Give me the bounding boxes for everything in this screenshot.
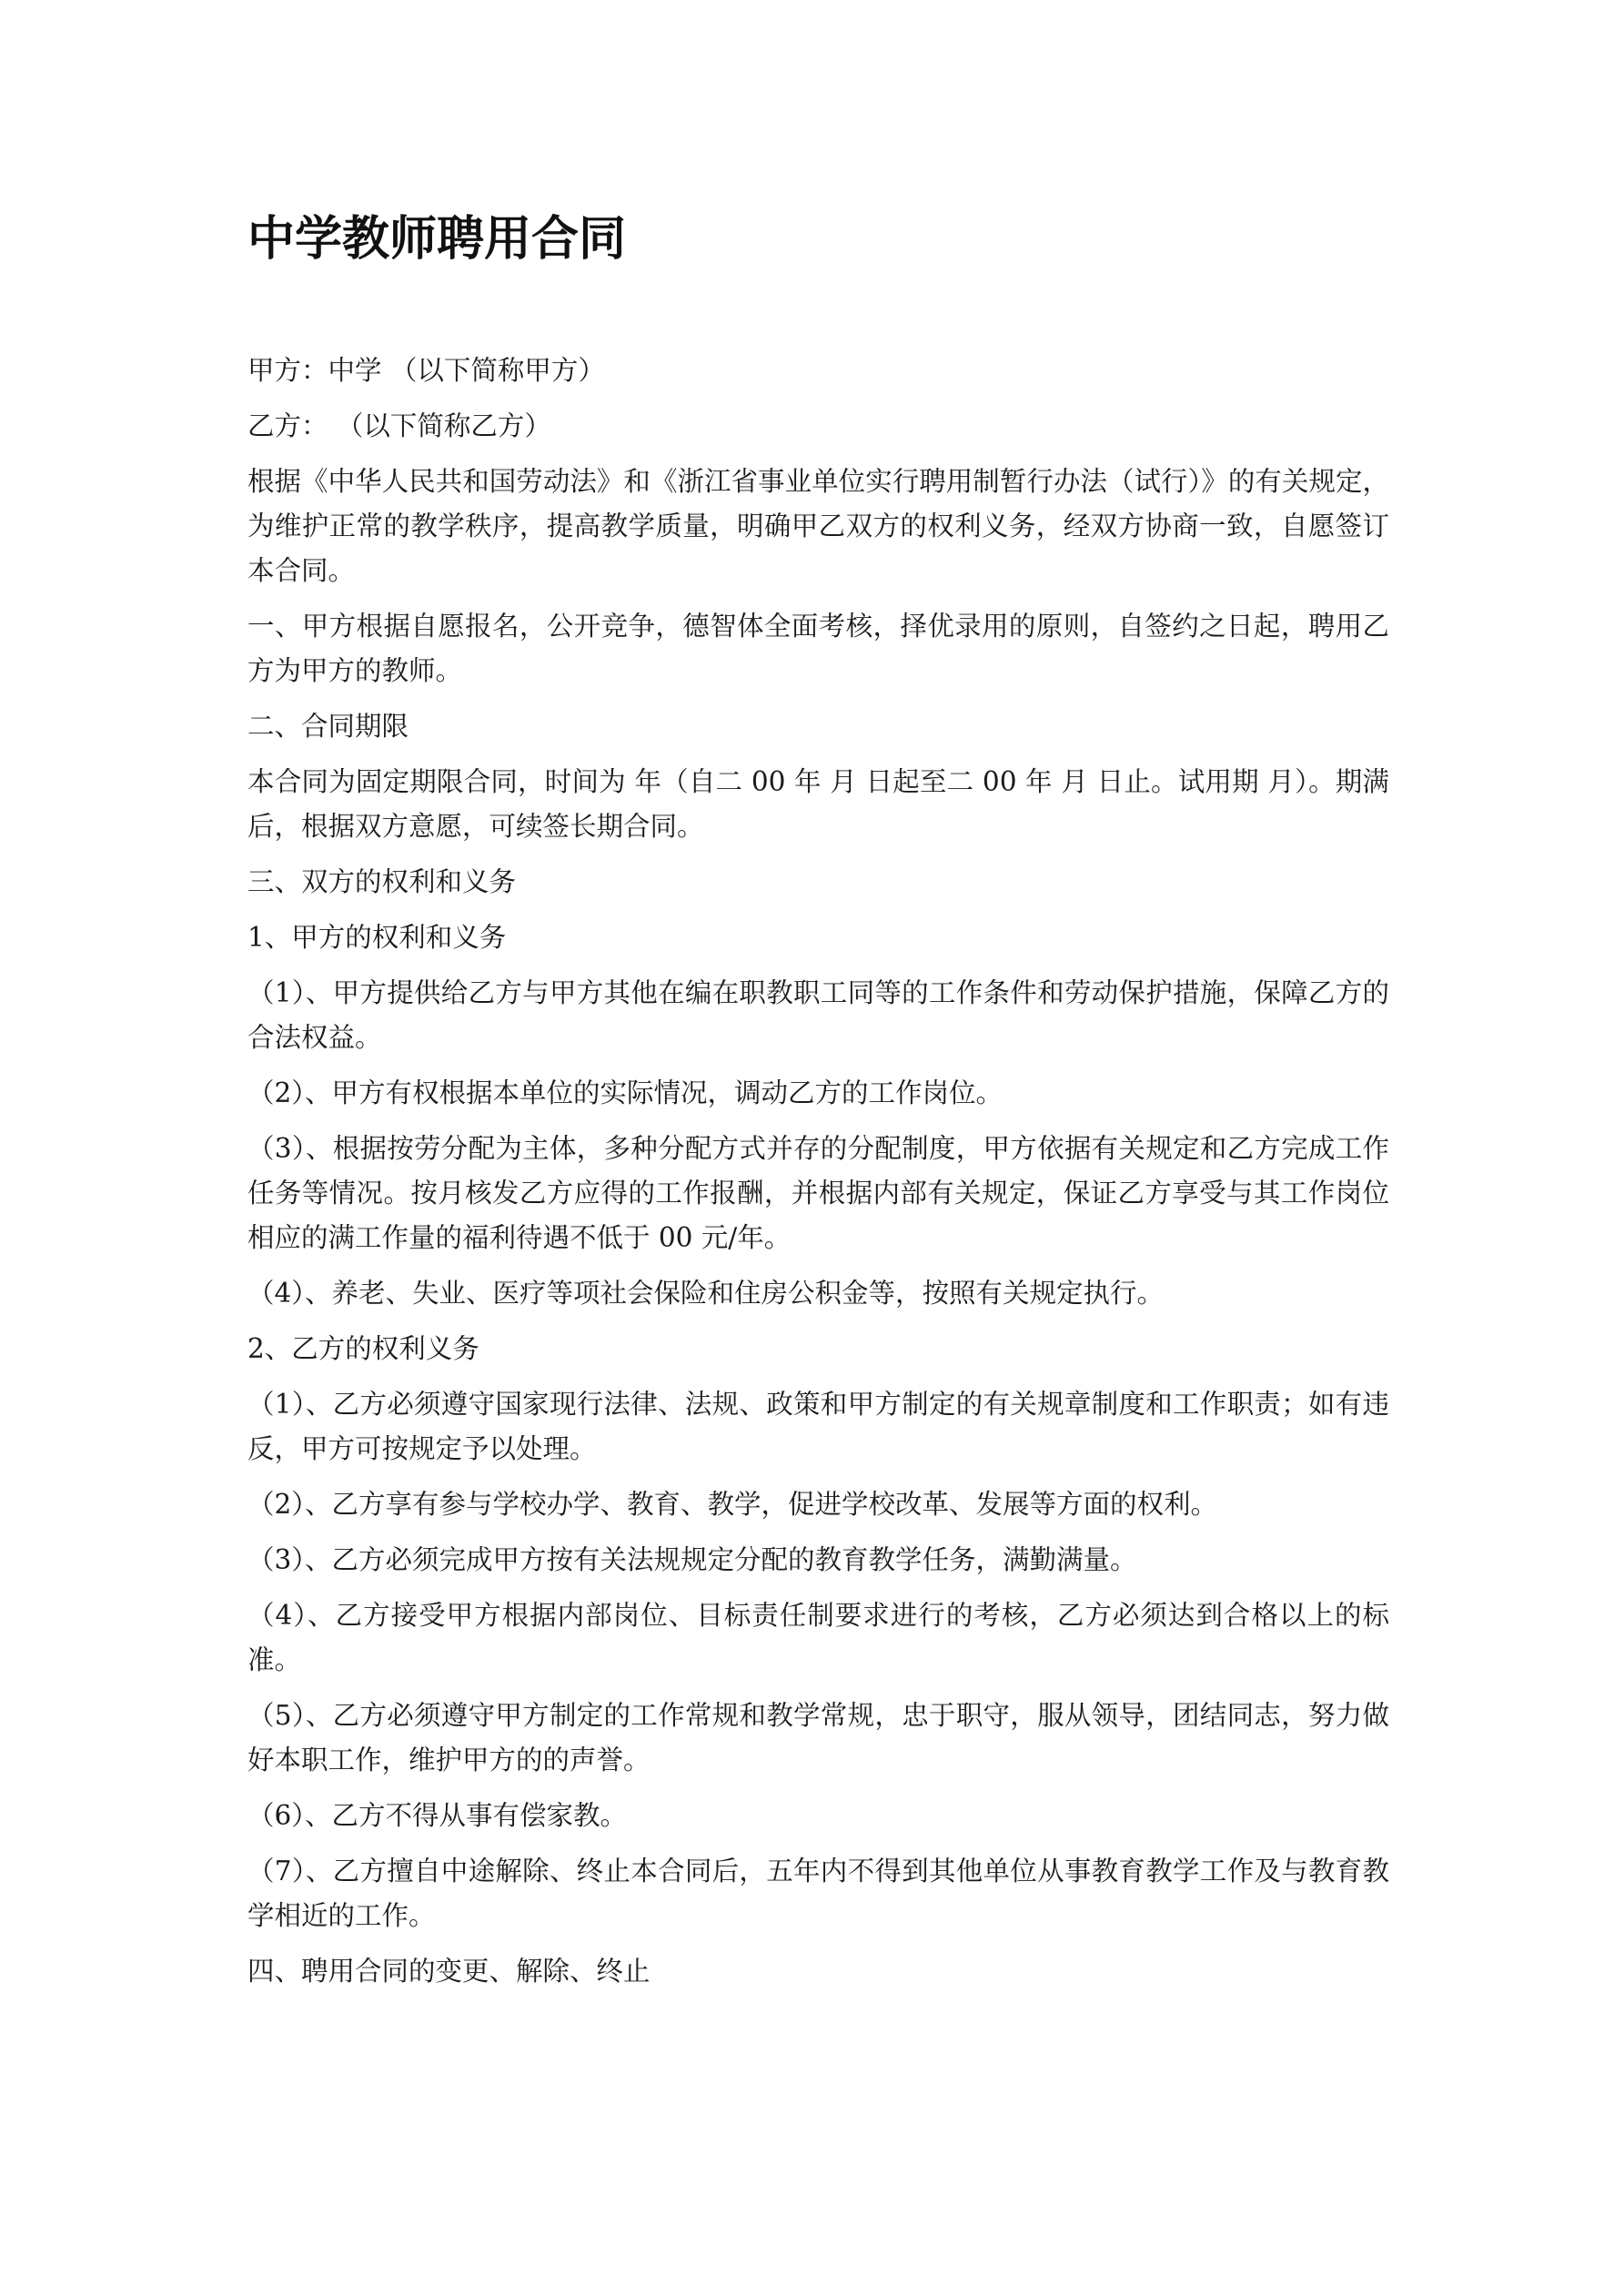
party-b-item-2: （2）、乙方享有参与学校办学、教育、教学，促进学校改革、发展等方面的权利。 [247,1489,1218,1520]
party-b-item-4: （4）、乙方接受甲方根据内部岗位、目标责任制要求进行的考核，乙方必须达到合格以上的标准。 [247,1600,1389,1675]
party-a-item-1: （1）、甲方提供给乙方与甲方其他在编在职教职工同等的工作条件和劳动保护措施，保障乙方的合法权益。 [247,977,1389,1053]
party-a-item-4: （4）、养老、失业、医疗等项社会保险和住房公积金等，按照有关规定执行。 [247,1278,1165,1309]
party-b-item-1: （1）、乙方必须遵守国家现行法律、法规、政策和甲方制定的有关规章制度和工作职责；如有违反，甲方可按规定予以处理。 [247,1389,1389,1464]
section-heading-change-termination: 四、聘用合同的变更、解除、终止 [247,1956,651,1987]
party-b-item-5: （5）、乙方必须遵守甲方制定的工作常规和教学常规，忠于职守，服从领导，团结同志，努力做好本职工作，维护甲方的的声誉。 [247,1700,1389,1775]
party-b-item-6: （6）、乙方不得从事有偿家教。 [247,1800,628,1831]
party-b-line: 乙方： （以下简称乙方） [247,410,551,441]
section-heading-rights-obligations: 三、双方的权利和义务 [247,866,517,897]
subsection-heading-party-b: 2、乙方的权利义务 [247,1333,479,1364]
document-title: 中学教师聘用合同 [247,212,627,267]
preamble-paragraph: 根据《中华人民共和国劳动法》和《浙江省事业单位实行聘用制暂行办法（试行）》的有关规定，为维护正常的教学秩序，提高教学质量，明确甲乙双方的权利义务，经双方协商一致，自愿签订本合同。 [247,466,1389,586]
party-b-item-7: （7）、乙方擅自中途解除、终止本合同后，五年内不得到其他单位从事教育教学工作及与教育教学相近的工作。 [247,1856,1389,1931]
clause-1-paragraph: 一、甲方根据自愿报名，公开竞争，德智体全面考核，择优录用的原则，自签约之日起，聘用乙方为甲方的教师。 [247,611,1389,686]
subsection-heading-party-a: 1、甲方的权利和义务 [247,922,507,953]
party-b-item-3: （3）、乙方必须完成甲方按有关法规规定分配的教育教学任务，满勤满量。 [247,1544,1137,1575]
party-a-item-3: （3）、根据按劳分配为主体，多种分配方式并存的分配制度，甲方依据有关规定和乙方完成工作任务等情况。按月核发乙方应得的工作报酬，并根据内部有关规定，保证乙方享受与其工作岗位相应的满工作量的福利待遇不低于 00 元/年。 [247,1133,1389,1253]
document-body [247,349,1389,2005]
party-a-item-2: （2）、甲方有权根据本单位的实际情况，调动乙方的工作岗位。 [247,1077,1004,1108]
contract-term-paragraph: 本合同为固定期限合同，时间为 年（自二 00 年 月 日起至二 00 年 月 日止。试用期 月）。期满后，根据双方意愿，可续签长期合同。 [247,766,1389,842]
party-a-line: 甲方：中学 （以下简称甲方） [247,355,605,386]
section-heading-contract-term: 二、合同期限 [247,711,409,742]
